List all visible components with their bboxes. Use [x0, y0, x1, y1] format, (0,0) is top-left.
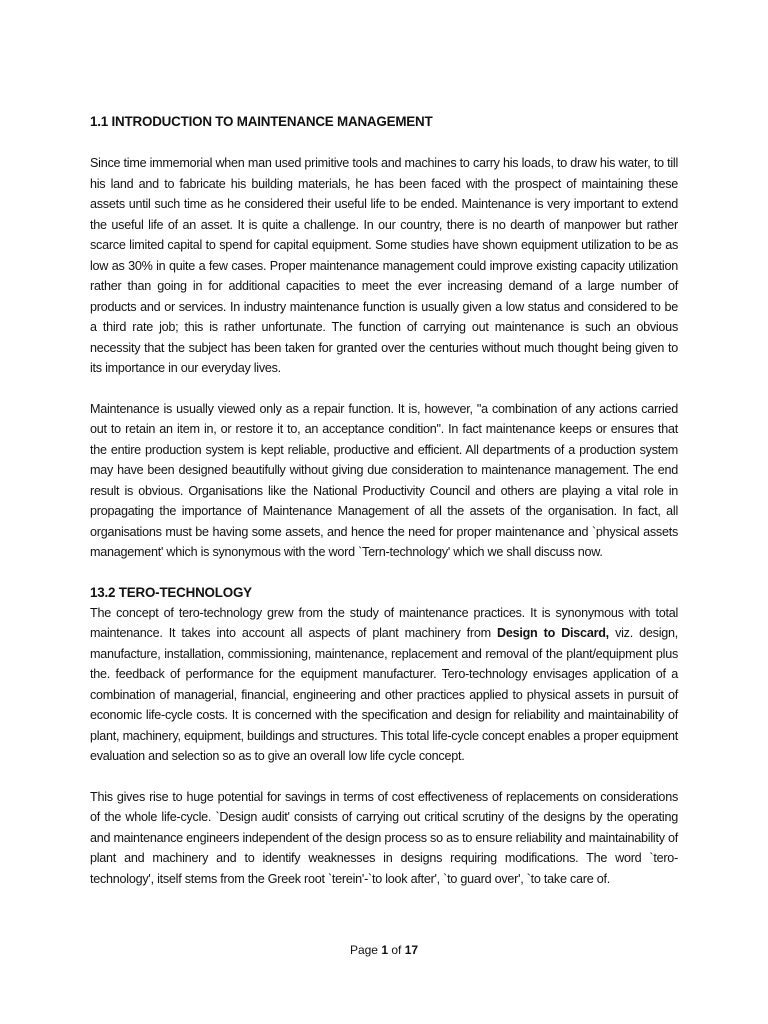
design-to-discard-emphasis: Design to Discard,	[497, 626, 609, 640]
tero-paragraph-1	[90, 603, 678, 767]
tero-paragraph-1-end: viz. design, manufacture, installation, commissioning, maintenance, replacement and removal of the plant/equipment plus the. feedback of performance for the equipment manufacturer. Tero-technology envisages application of a combination of managerial, financial, engineering and other practices applied to physical assets in pursuit of economic life-cycle costs. It is concerned with the specification and design for reliability and maintainability of plant, machinery, equipment, buildings and structures. This total life-cycle concept enables a proper equipment evaluation and selection so as to give an overall low life cycle concept.	[90, 626, 678, 763]
tero-paragraph-2: This gives rise to huge potential for savings in terms of cost effectiveness of replacements on considerations of the whole life-cycle. `Design audit' consists of carrying out critical scrutiny of the designs by the operating and maintenance engineers independent of the design process so as to ensure reliability and maintainability of plant and machinery and to identify weaknesses in designs requiring modifications. The word `tero-technology', itself stems from the Greek root `terein'-`to look after', `to guard over', `to take care of.	[90, 789, 678, 886]
tero-paragraph-1-start: The concept of tero-technology grew from the study of maintenance practices. It is synonymous with total maintenance. It takes into account all aspects of plant machinery from	[90, 605, 678, 640]
section-heading-tero-technology: 13.2 TERO-TECHNOLOGY	[90, 584, 252, 600]
footer-of-word: of	[391, 943, 402, 957]
intro-paragraph-2: Maintenance is usually viewed only as a repair function. It is, however, "a combination of any actions carried out to retain an item in, or restore it to, an acceptance condition". In fact maintenance keeps or ensures that the entire production system is kept reliable, productive and efficient. All departments of a production system may have been designed beautifully without giving due consideration to maintenance management. The end result is obvious. Organisations like the National Productivity Council and others are playing a vital role in propagating the importance of Maintenance Management of all the assets of the organisation. In fact, all organisations must be having some assets, and hence the need for proper maintenance and `physical assets management' which is synonymous with the word `Tern-technology' which we shall discuss now.	[90, 401, 678, 559]
page-footer	[0, 943, 768, 957]
footer-total-pages: 17	[404, 943, 419, 957]
intro-paragraph-1: Since time immemorial when man used primitive tools and machines to carry his loads, to draw his water, to till his land and to fabricate his building materials, he has been faced with the prospect of maintaining these assets until such time as he considered their useful life to be ended. Maintenance is very important to extend the useful life of an asset. It is quite a challenge. In our country, there is no dearth of manpower but rather scarce limited capital to spend for capital equipment. Some studies have shown equipment utilization to be as low as 30% in quite a few cases. Proper maintenance management could improve existing capacity utilization rather than going in for additional capacities to meet the ever increasing demand of a large number of products and or services. In industry maintenance function is usually given a low status and considered to be a third rate job; this is rather unfortunate. The function of carrying out maintenance is such an obvious necessity that the subject has been taken for granted over the centuries without much thought being given to its importance in our everyday lives.	[90, 156, 678, 375]
footer-page-word: Page	[349, 943, 378, 957]
section-heading-introduction: 1.1 INTRODUCTION TO MAINTENANCE MANAGEMENT	[90, 114, 433, 129]
document-page	[90, 112, 678, 889]
footer-current-page: 1	[381, 943, 388, 957]
